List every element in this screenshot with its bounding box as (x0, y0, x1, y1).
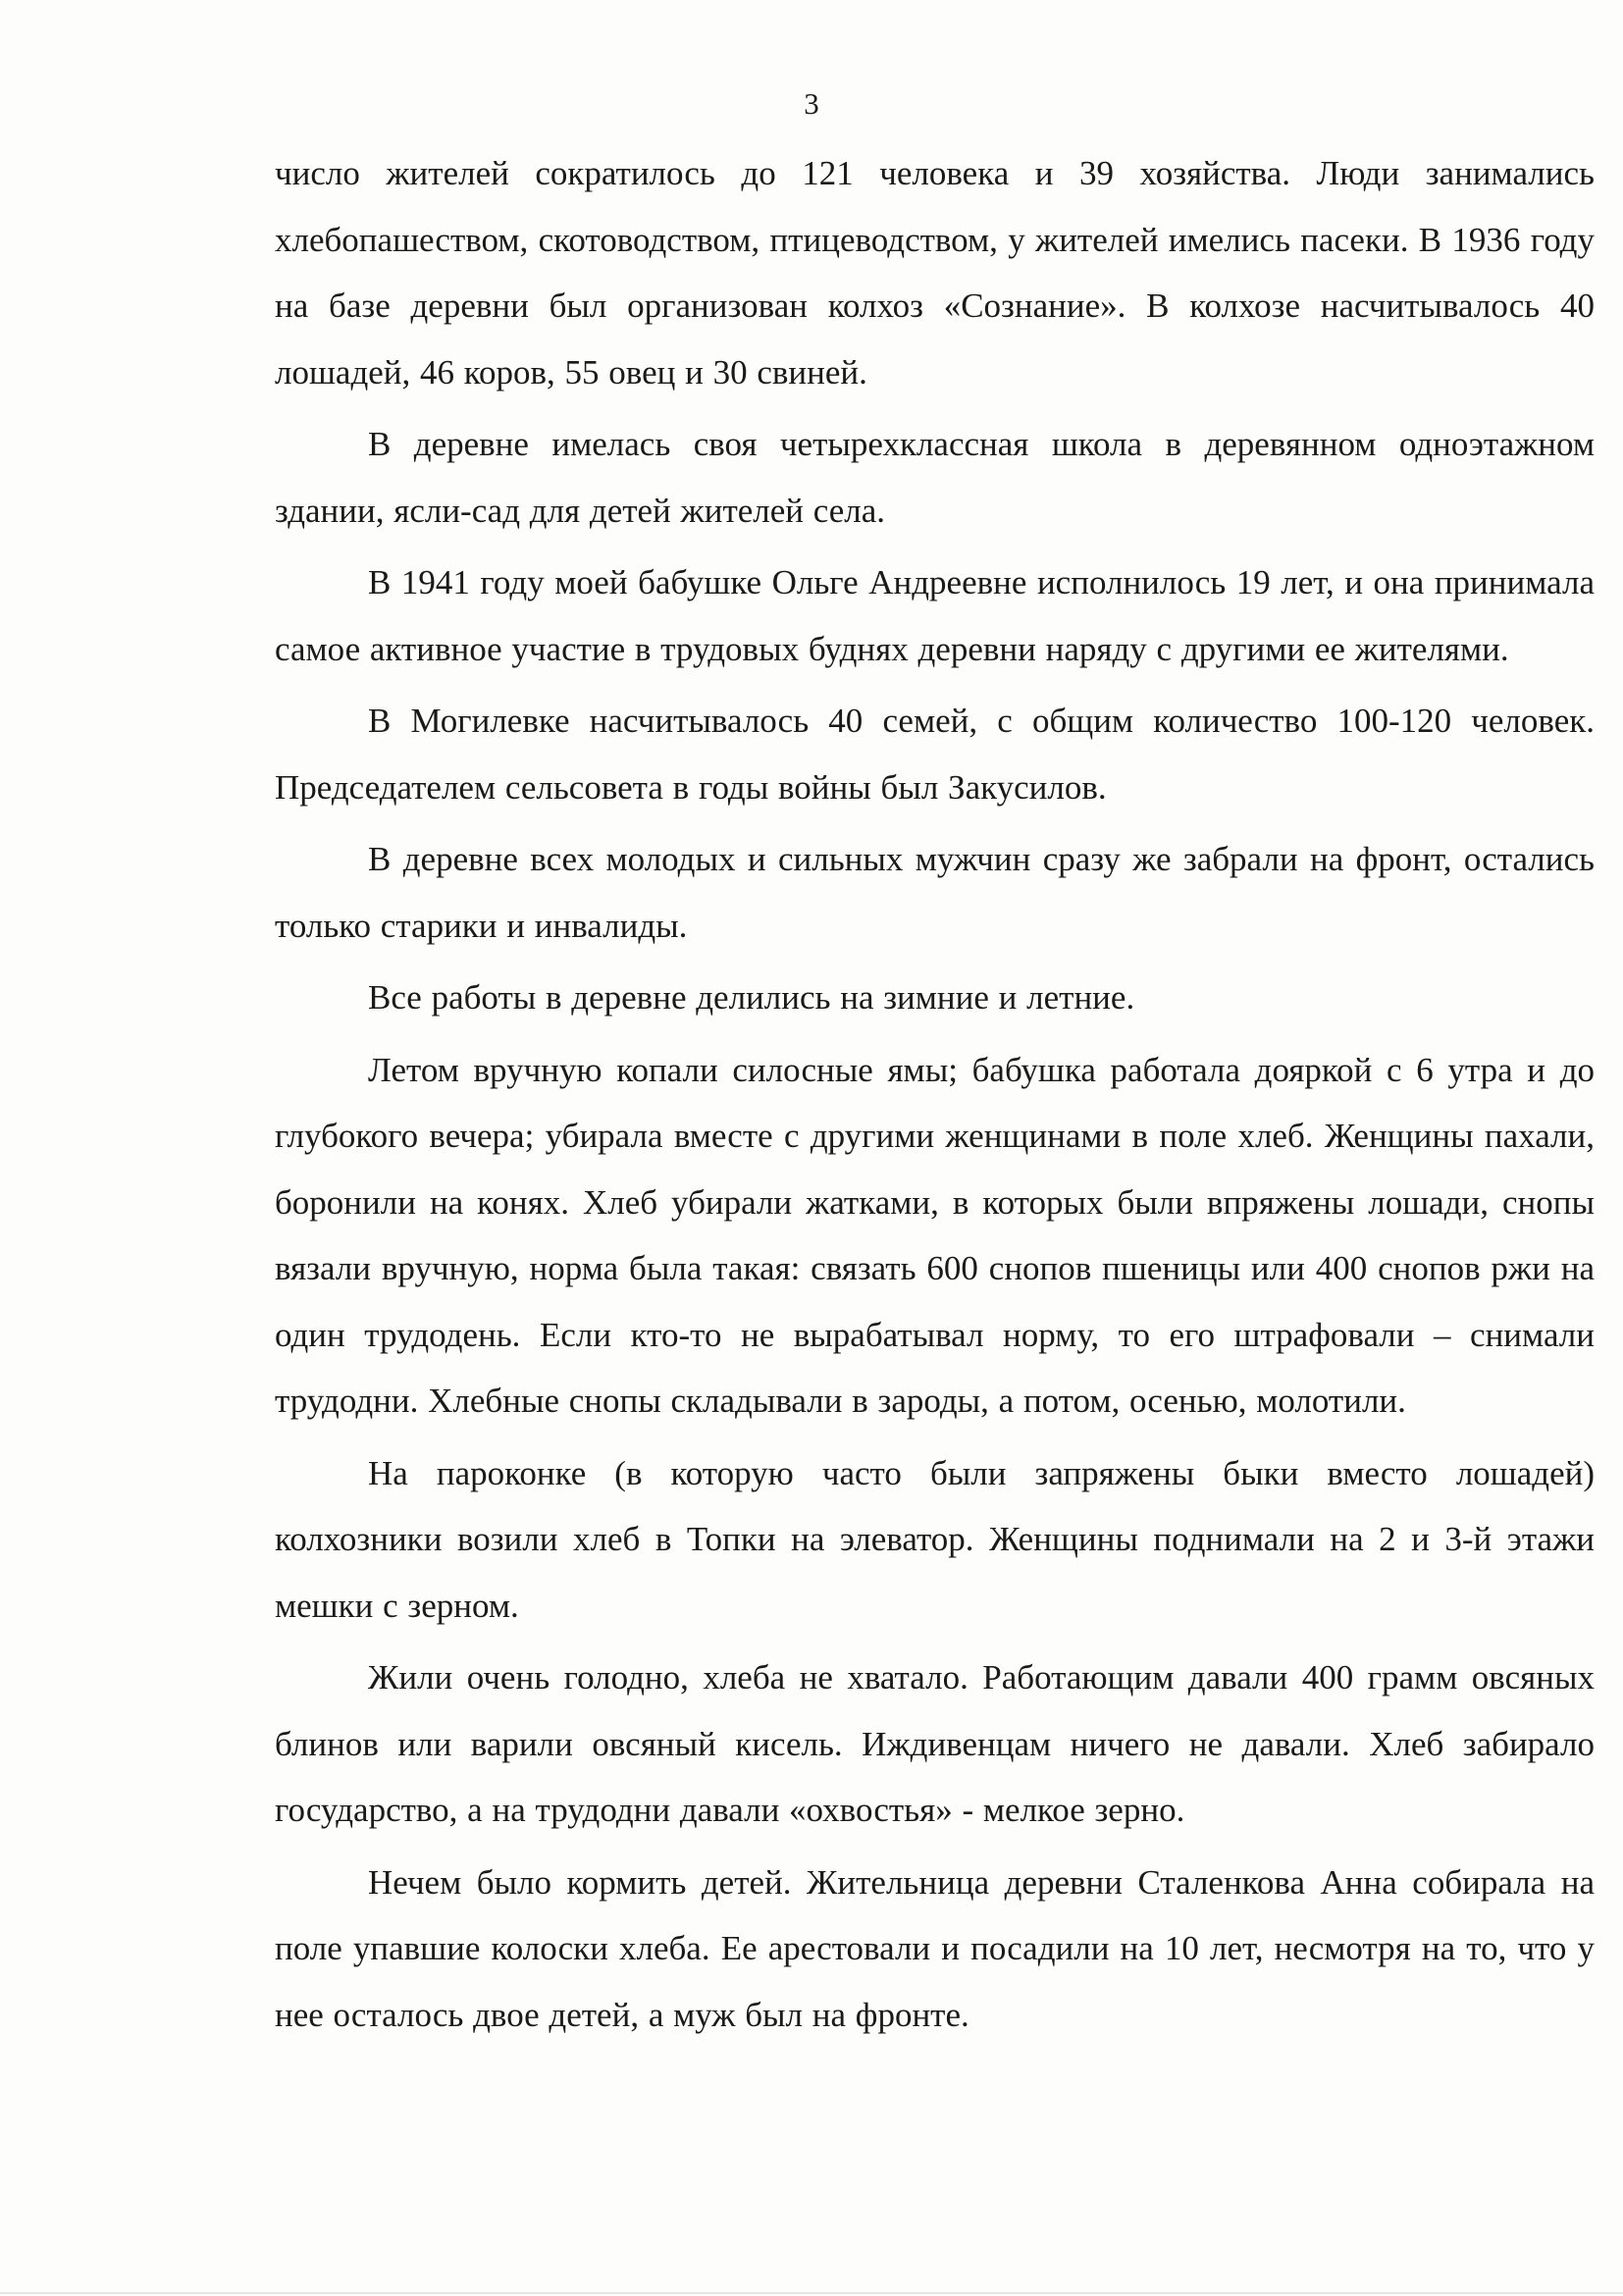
paragraph: В 1941 году моей бабушке Ольге Андреевне исполнилось 19 лет, и она принимала самое активное участие в трудовых буднях деревни наряду с другими ее жителями. (275, 563, 1595, 668)
page-number: 3 (804, 86, 819, 121)
paragraph: Все работы в деревне делились на зимние и летние. (368, 978, 1135, 1017)
paragraph: На пароконке (в которую часто были запряжены быки вместо лошадей) колхозники возили хлеб в Топки на элеватор. Женщины поднимали на 2 и 3-й этажи мешки с зерном. (275, 1453, 1595, 1625)
scan-edge-line (0, 2292, 1623, 2294)
paragraph: В деревне всех молодых и сильных мужчин сразу же забрали на фронт, остались только старики и инвалиды. (275, 840, 1595, 945)
paragraph: число жителей сократилось до 121 человека и 39 хозяйства. Люди занимались хлебопашеством, скотоводством, птицеводством, у жителей имелись пасеки. В 1936 году на базе деревни был организован колхоз «Сознание». В колхозе насчитывалось 40 лошадей, 46 коров, 55 овец и 30 свиней. (275, 154, 1595, 391)
paragraph: Нечем было кормить детей. Жительница деревни Сталенкова Анна собирала на поле упавшие колоски хлеба. Ее арестовали и посадили на 10 лет, несмотря на то, что у нее осталось двое детей, а муж был на фронте. (275, 1862, 1595, 2034)
document-body (275, 140, 1595, 2048)
paragraph: Летом вручную копали силосные ямы; бабушка работала дояркой с 6 утра и до глубокого вечера; убирала вместе с другими женщинами в поле хлеб. Женщины пахали, боронили на конях. Хлеб убирали жатками, в которых были впряжены лошади, снопы вязали вручную, норма была такая: связать 600 снопов пшеницы или 400 снопов ржи на один трудодень. Если кто-то не вырабатывал норму, то его штрафовали – снимали трудодни. Хлебные снопы складывали в зароды, а потом, осенью, молотили. (275, 1050, 1595, 1420)
paragraph: Жили очень голодно, хлеба не хватало. Работающим давали 400 грамм овсяных блинов или варили овсяный кисель. Иждивенцам ничего не давали. Хлеб забирало государство, а на трудодни давали «охвостья» - мелкое зерно. (275, 1658, 1595, 1829)
paragraph: В деревне имелась своя четырехклассная школа в деревянном одноэтажном здании, ясли-сад для детей жителей села. (275, 425, 1595, 530)
paragraph: В Могилевке насчитывалось 40 семей, с общим количество 100-120 человек. Председателем сельсовета в годы войны был Закусилов. (275, 702, 1595, 807)
